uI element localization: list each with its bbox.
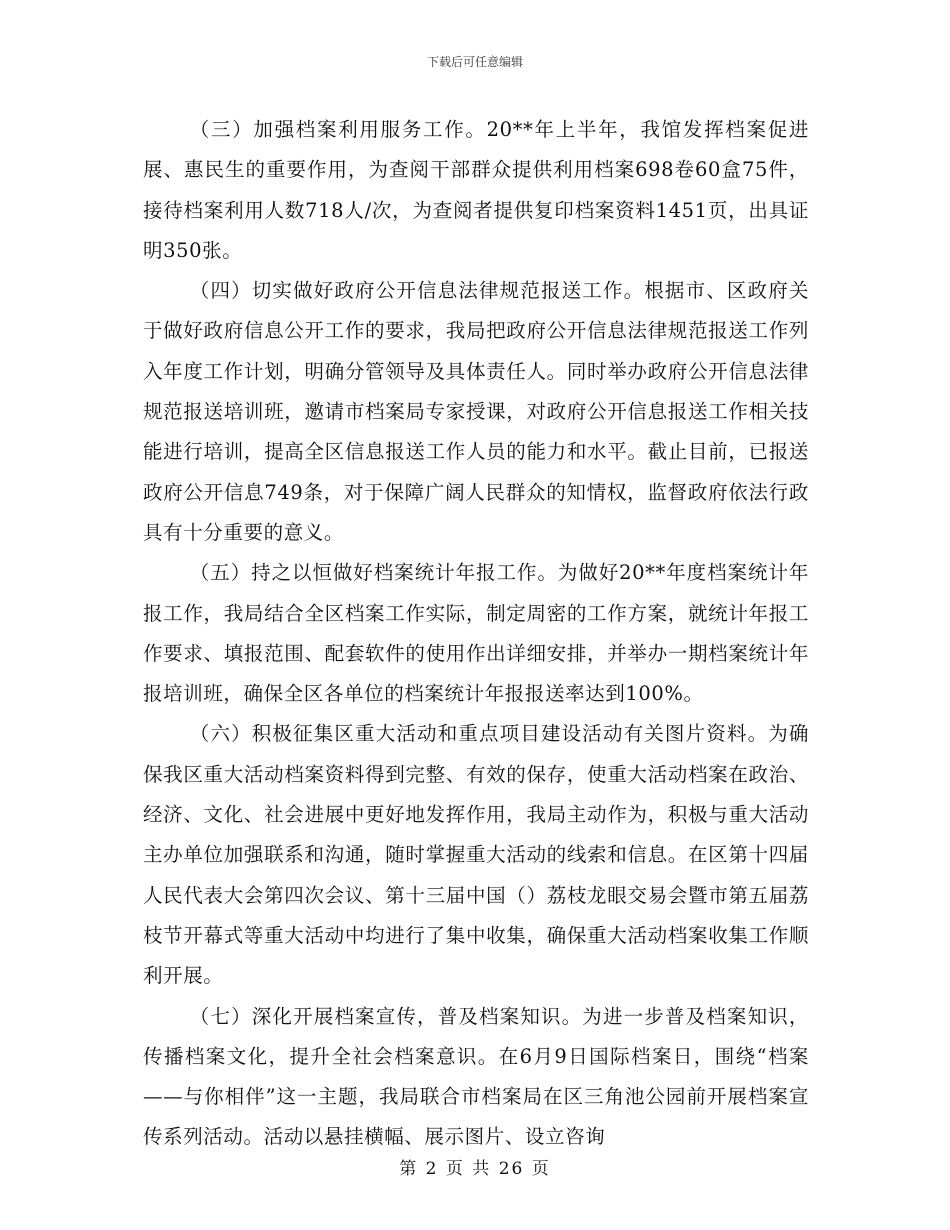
paragraph-4: （四）切实做好政府公开信息法律规范报送工作。根据市、区政府关于做好政府信息公开工作的要求，我局把政府公开信息法律规范报送工作列入年度工作计划，明确分管领导及具体责任人。同时举办政府公开信息法律规范报送培训班，邀请市档案局专家授课，对政府公开信息报送工作相关技能进行培训，提高全区信息报送工作人员的能力和水平。截止目前，已报送政府公开信息749条，对于保障广阔人民群众的知情权，监督政府依法行政具有十分重要的意义。 — [143, 279, 809, 544]
page-number-footer: 第 2 页 共 26 页 — [399, 1159, 551, 1179]
paragraph-5: （五）持之以恒做好档案统计年报工作。为做好20**年度档案统计年报工作，我局结合全区档案工作实际，制定周密的工作方案，就统计年报工作要求、填报范围、配套软件的使用作出详细安排，并举办一期档案统计年报培训班，确保全区各单位的档案统计年报报送率达到100%。 — [143, 561, 809, 706]
paragraph-7: （七）深化开展档案宣传，普及档案知识。为进一步普及档案知识，传播档案文化，提升全社会档案意识。在6月9日国际档案日，围绕“档案——与你相伴”这一主题，我局联合市档案局在区三角池公园前开展档案宣传系列活动。活动以悬挂横幅、展示图片、设立咨询 — [143, 1004, 809, 1149]
document-body — [143, 110, 809, 1158]
page-header: 下载后可任意编辑 — [426, 55, 523, 69]
paragraph-3: （三）加强档案利用服务工作。20**年上半年，我馆发挥档案促进展、惠民生的重要作用，为查阅干部群众提供利用档案698卷60盒75件，接待档案利用人数718人/次，为查阅者提供复印档案资料1451页，出具证明350张。 — [143, 118, 809, 262]
paragraph-6: （六）积极征集区重大活动和重点项目建设活动有关图片资料。为确保我区重大活动档案资料得到完整、有效的保存，使重大活动档案在政治、经济、文化、社会进展中更好地发挥作用，我局主动作为，积极与重大活动主办单位加强联系和沟通，随时掌握重大活动的线索和信息。在区第十四届人民代表大会第四次会议、第十三届中国（）荔枝龙眼交易会暨市第五届荔枝节开幕式等重大活动中均进行了集中收集，确保重大活动档案收集工作顺利开展。 — [143, 722, 809, 988]
